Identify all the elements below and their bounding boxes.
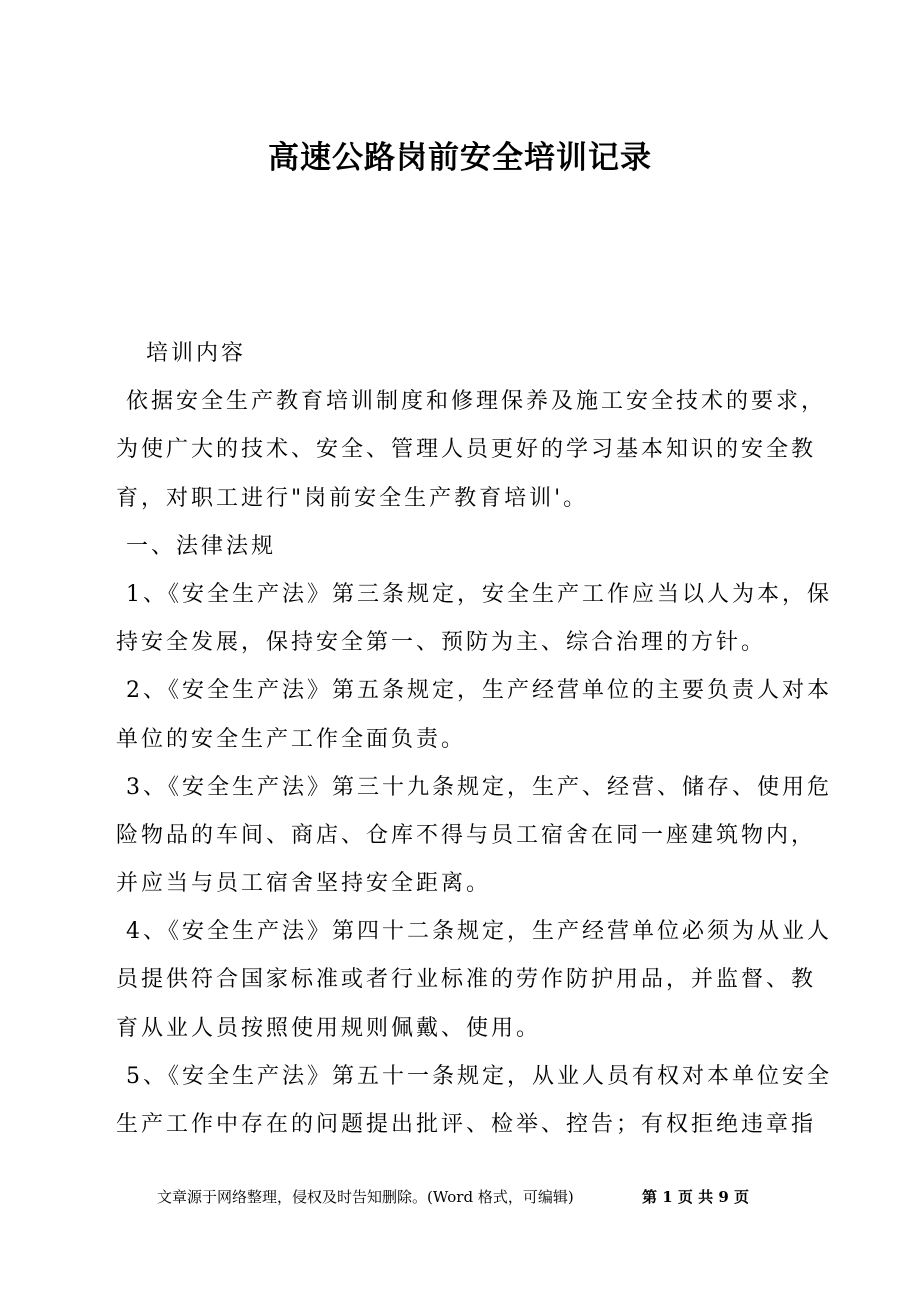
footer-source-note: 文章源于网络整理，侵权及时告知删除。(Word 格式，可编辑) xyxy=(157,1188,574,1206)
paragraph-line: 依据安全生产教育培训制度和修理保养及施工安全技术的要求， xyxy=(116,389,826,415)
paragraph-line: 持安全发展，保持安全第一、预防为主、综合治理的方针。 xyxy=(116,630,767,656)
document-title: 高速公路岗前安全培训记录 xyxy=(268,140,652,176)
paragraph-line: 育从业人员按照使用规则佩戴、使用。 xyxy=(116,1015,542,1041)
paragraph-line: 并应当与员工宿舍坚持安全距离。 xyxy=(116,871,492,897)
paragraph-line: 1、《安全生产法》第三条规定，安全生产工作应当以人为本，保 xyxy=(116,581,832,607)
footer-page-number: 第 1 页 共 9 页 xyxy=(642,1188,749,1206)
paragraph-line: 3、《安全生产法》第三十九条规定，生产、经营、储存、使用危 xyxy=(116,774,832,800)
paragraph-line: 险物品的车间、商店、仓库不得与员工宿舍在同一座建筑物内， xyxy=(116,822,817,848)
paragraph-line: 为使广大的技术、安全、管理人员更好的学习基本知识的安全教 xyxy=(116,437,817,463)
paragraph-line: 员提供符合国家标准或者行业标准的劳作防护用品，并监督、教 xyxy=(116,967,817,993)
paragraph-line: 单位的安全生产工作全面负责。 xyxy=(116,726,467,752)
section-heading-laws: 一、法律法规 xyxy=(116,533,276,559)
paragraph-line: 5、《安全生产法》第五十一条规定，从业人员有权对本单位安全 xyxy=(116,1063,832,1089)
paragraph-line: 2、《安全生产法》第五条规定，生产经营单位的主要负责人对本 xyxy=(116,678,832,704)
paragraph-line: 4、《安全生产法》第四十二条规定，生产经营单位必须为从业人 xyxy=(116,919,832,945)
paragraph-line: 生产工作中存在的问题提出批评、检举、控告；有权拒绝违章指 xyxy=(116,1112,817,1137)
section-heading-training-content: 培训内容 xyxy=(116,341,246,366)
document-body xyxy=(116,330,832,1149)
paragraph-line: 育，对职工进行"岗前安全生产教育培训'。 xyxy=(116,485,589,511)
